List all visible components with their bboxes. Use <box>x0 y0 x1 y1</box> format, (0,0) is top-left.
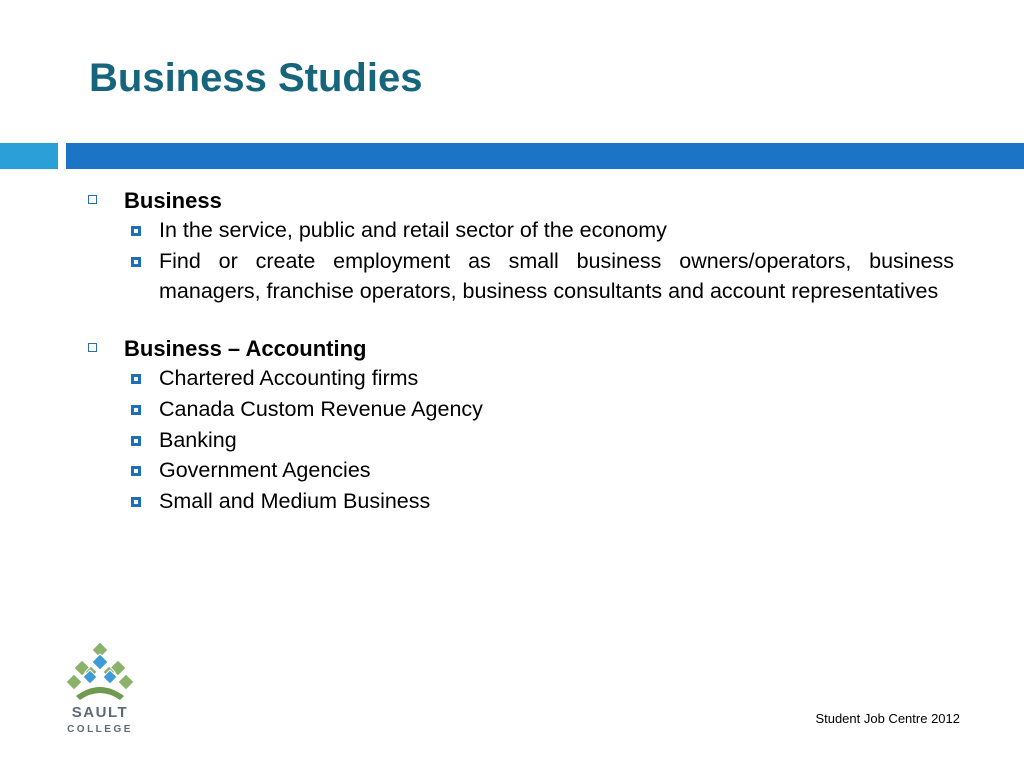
hollow-square-bullet-icon <box>88 343 97 352</box>
list-item <box>80 486 954 517</box>
section-heading-text: Business – Accounting <box>124 336 367 362</box>
list-item <box>80 394 954 425</box>
college-emblem-icon <box>64 640 136 702</box>
hollow-square-bullet-icon <box>88 195 97 204</box>
list-item <box>80 455 954 486</box>
list-item-text: Government Agencies <box>159 458 371 483</box>
header-bar <box>66 143 1024 169</box>
slide-content <box>80 186 954 544</box>
list-item <box>80 425 954 456</box>
slide-title: Business Studies <box>89 56 423 100</box>
logo-wordmark-sault: SAULT <box>71 704 129 721</box>
list-item <box>80 215 954 246</box>
list-item <box>80 246 954 307</box>
section-heading <box>80 334 954 363</box>
list-item-text: Chartered Accounting firms <box>159 366 419 391</box>
filled-square-bullet-icon <box>131 466 141 476</box>
logo-wordmark-college: COLLEGE <box>67 724 133 735</box>
list-item-text: Canada Custom Revenue Agency <box>159 396 483 421</box>
filled-square-bullet-icon <box>131 226 141 236</box>
section-business-accounting <box>80 334 954 517</box>
filled-square-bullet-icon <box>131 374 141 384</box>
section-heading <box>80 186 954 215</box>
filled-square-bullet-icon <box>131 436 141 446</box>
list-item <box>80 363 954 394</box>
list-item-text: Banking <box>159 427 237 452</box>
list-item-text: In the service, public and retail sector of the economy <box>159 218 667 242</box>
section-heading-text: Business <box>124 188 222 213</box>
section-business <box>80 186 954 307</box>
filled-square-bullet-icon <box>131 257 141 267</box>
header-bar-accent <box>0 143 58 169</box>
filled-square-bullet-icon <box>131 497 141 507</box>
filled-square-bullet-icon <box>131 405 141 415</box>
footer-text: Student Job Centre 2012 <box>815 711 960 726</box>
sault-college-logo <box>64 640 136 742</box>
list-item-text: Small and Medium Business <box>159 488 431 513</box>
list-item-text: Find or create employment as small business owners/operators, business managers, franchise operators, business consultants and account representatives <box>159 248 954 304</box>
